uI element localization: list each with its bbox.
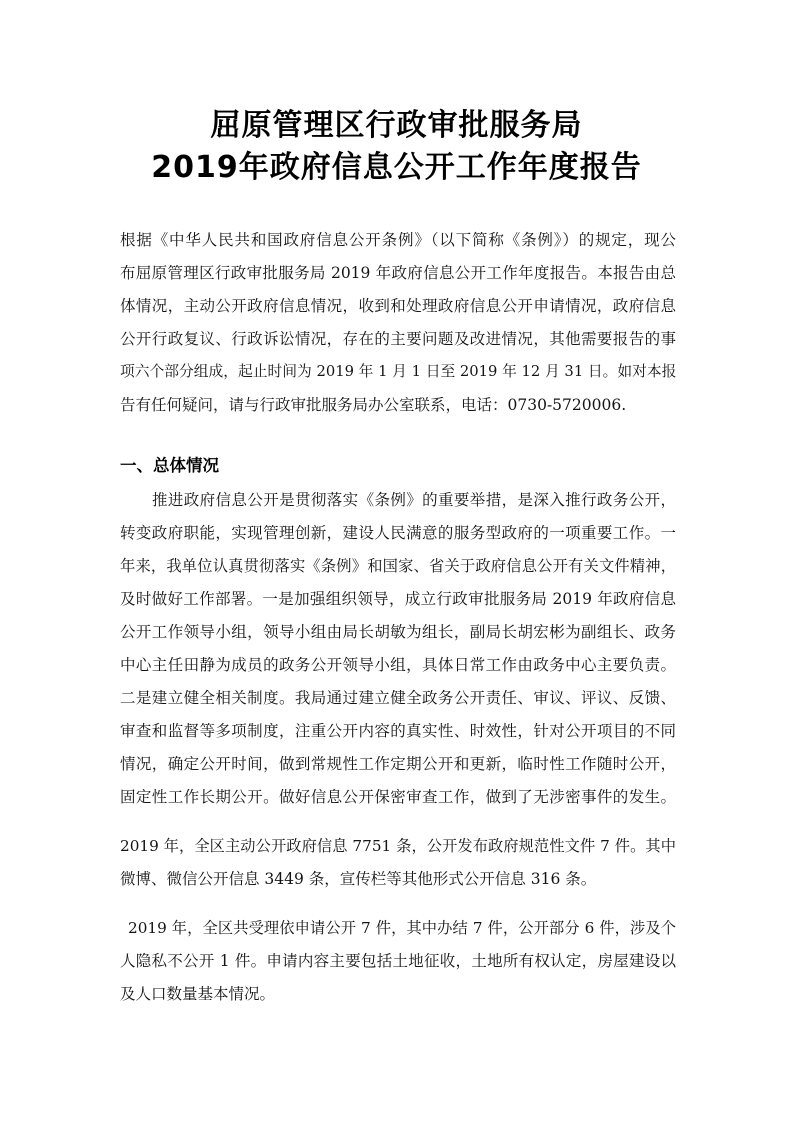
intro-line: 根据《中华人民共和国政府信息公开条例》（以下简称《条例》）的规定，现公 xyxy=(120,231,676,249)
body-line: 公开工作领导小组，领导小组由局长胡敏为组长，副局长胡宏彬为副组长、政务 xyxy=(120,623,676,641)
body-line: 情况，确定公开时间，做到常规性工作定期公开和更新，临时性工作随时公开， xyxy=(120,755,676,773)
intro-line: 公开行政复议、行政诉讼情况，存在的主要问题及改进情况，其他需要报告的事 xyxy=(120,330,676,348)
body-line: 中心主任田静为成员的政务公开领导小组，具体日常工作由政务中心主要负责。 xyxy=(120,656,676,674)
body-line: 2019 年，全区共受理依申请公开 7 件，其中办结 7 件，公开部分 6 件，涉及个 xyxy=(128,919,676,937)
body-line: 固定性工作长期公开。做好信息公开保密审查工作，做到了无涉密事件的发生。 xyxy=(120,788,676,806)
body-line: 人隐私不公开 1 件。申请内容主要包括土地征收，土地所有权认定，房屋建设以 xyxy=(120,952,676,970)
intro-line: 项六个部分组成，起止时间为 2019 年 1 月 1 日至 2019 年 12 月 31 日。如对本报 xyxy=(120,363,677,380)
body-line: 及人口数量基本情况。 xyxy=(120,985,276,1003)
body-line: 审查和监督等多项制度，注重公开内容的真实性、时效性，针对公开项目的不同 xyxy=(120,722,676,740)
body-line: 转变政府职能，实现管理创新，建设人民满意的服务型政府的一项重要工作。一 xyxy=(120,524,676,542)
report-title-line2: 2019年政府信息公开工作年度报告 xyxy=(151,150,642,185)
body-line: 年来，我单位认真贯彻落实《条例》和国家、省关于政府信息公开有关文件精神， xyxy=(120,557,676,575)
body-line: 二是建立健全相关制度。我局通过建立健全政务公开责任、审议、评议、反馈、 xyxy=(120,689,676,707)
intro-line: 告有任何疑问，请与行政审批服务局办公室联系，电话：0730-5720006. xyxy=(120,396,627,414)
body-line: 推进政府信息公开是贯彻落实《条例》的重要举措，是深入推行政务公开， xyxy=(152,491,676,509)
intro-line: 布屈原管理区行政审批服务局 2019 年政府信息公开工作年度报告。本报告由总 xyxy=(120,264,676,282)
body-line: 2019 年，全区主动公开政府信息 7751 条，公开发布政府规范性文件 7 件。其中 xyxy=(120,837,676,855)
body-line: 微博、微信公开信息 3449 条，宣传栏等其他形式公开信息 316 条。 xyxy=(120,870,597,888)
report-title-line1: 屈原管理区行政审批服务局 xyxy=(210,108,583,143)
section-heading: 一、总体情况 xyxy=(120,456,219,475)
body-line: 及时做好工作部署。一是加强组织领导，成立行政审批服务局 2019 年政府信息 xyxy=(120,590,676,608)
intro-line: 体情况，主动公开政府信息情况，收到和处理政府信息公开申请情况，政府信息 xyxy=(120,297,676,315)
